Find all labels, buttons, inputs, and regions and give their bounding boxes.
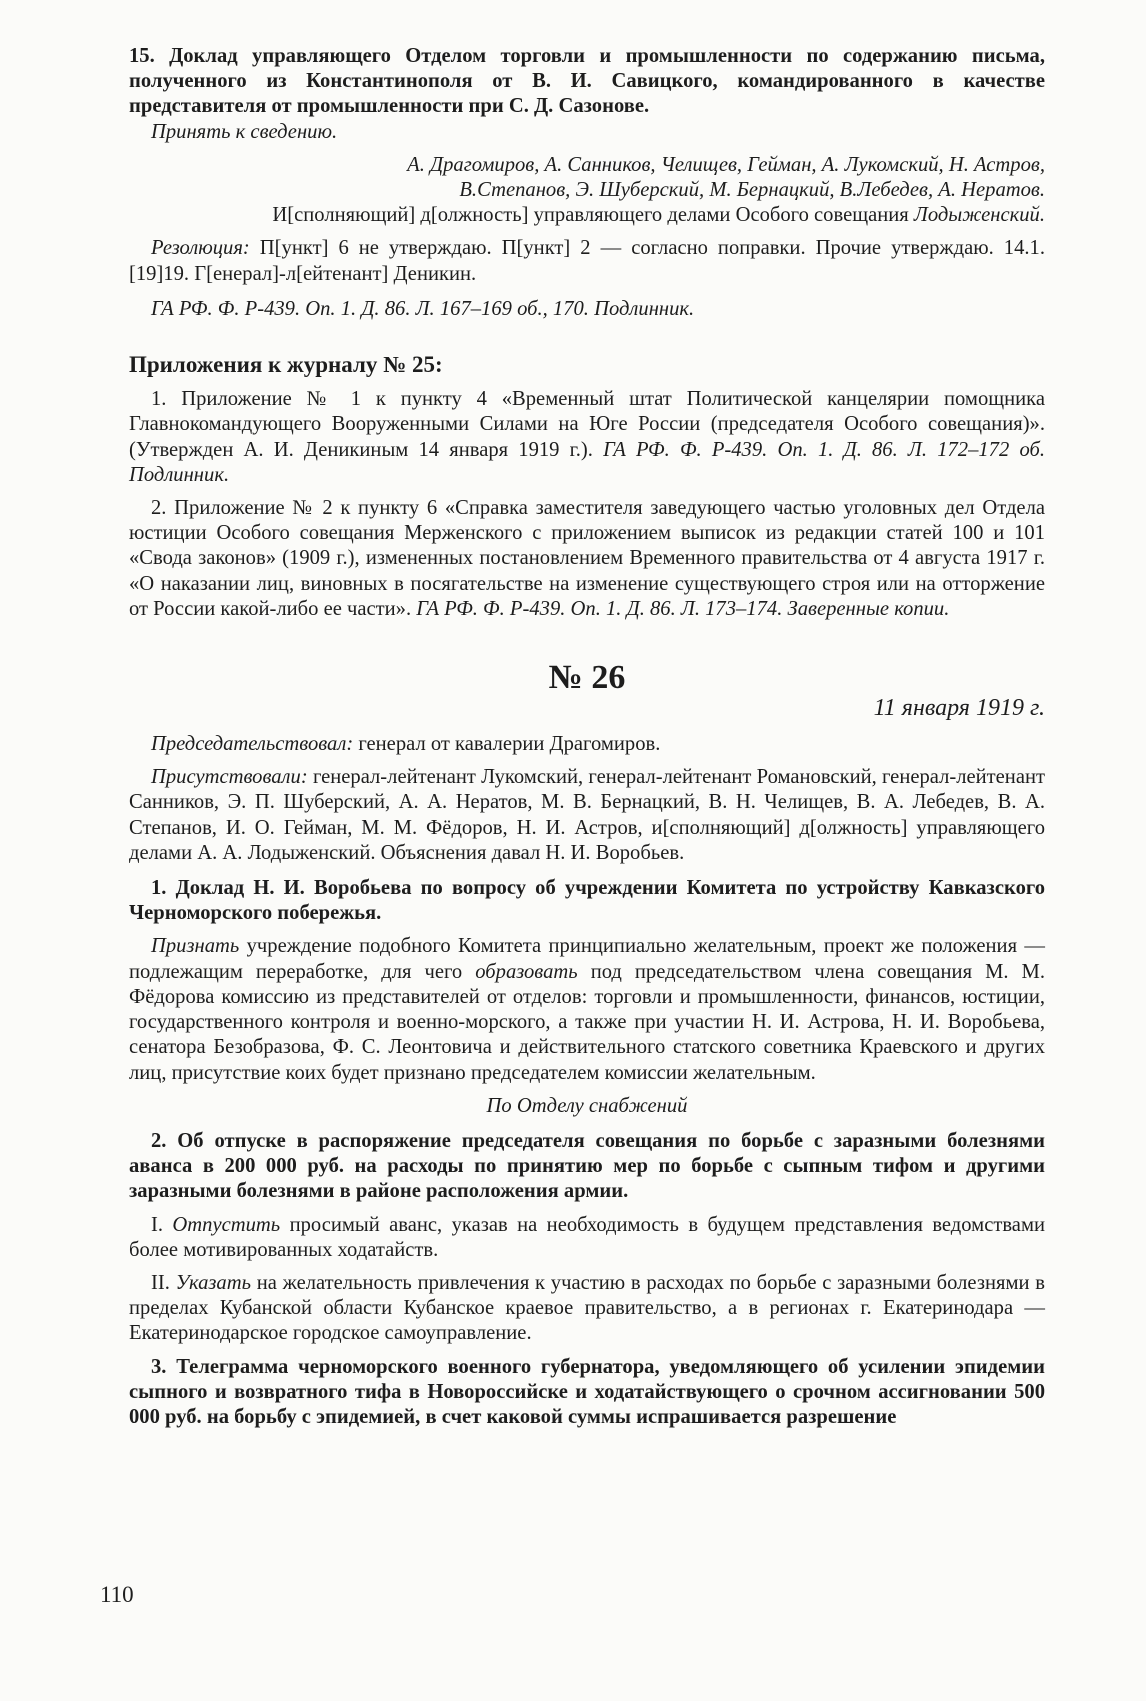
text-column [129,44,1045,1430]
item2-point-2-verb: Указать [175,1271,251,1294]
item2-point-2-text: на желательность привлечения к участию в расходах по борьбе с заразными болезнями в пределах Кубанской области Кубанское краевое правительство, а в регионах г. Екатеринодара — Екатеринодарское городское самоуправление. [129,1271,1045,1345]
item2-point-2-num: II. [151,1271,170,1294]
item1-verb-2: образовать [475,960,578,983]
journal-date: 11 января 1919 г. [873,695,1045,722]
chair-line [129,732,1045,757]
item1-verb-1: Признать [151,935,240,958]
appendix-2-text: 2. Приложение № 2 к пункту 6 «Справка заместителя заведующего частью уголовных дел Отдела юстиции Особого совещания Мерженского с приложением выписок из редакции статей 100 и 101 «Свода законов» (1909 г.), измененных постановлением Временного правительства от 4 августа 1917 г. «О наказании лиц, виновных в посягательстве на изменение существующего строя или на отторжение от России какой-либо ее части». [129,497,1045,620]
present-label: Присутствовали: [151,766,308,789]
chair-label: Председательствовал: [151,733,354,756]
present-text: генерал-лейтенант Лукомский, генерал-лейтенант Романовский, генерал-лейтенант Санников, Э. П. Шуберский, А. А. Нератов, М. В. Бернацкий, В. Н. Челищев, В. А. Лебедев, В. А. Степанов, И. О. Гейман, М. М. Фёдоров, Н. И. Астров, и[сполняющий] д[олжность] управляющего делами А. А. Лодыженский. Объяснения давал Н. И. Воробьев. [129,766,1045,864]
secretary-role: И[сполняющий] д[олжность] управляющего делами Особого совещания [272,204,909,227]
item2-point-1-num: I. [151,1213,164,1236]
section-heading: По Отделу снабжений [486,1094,688,1117]
chair-text: генерал от кавалерии Драгомиров. [358,733,661,756]
archive-reference: ГА РФ. Ф. Р-439. Оп. 1. Д. 86. Л. 167–169 об., 170. Подлинник. [151,297,695,320]
appendix-item-2 [129,496,1045,622]
item1-decision [129,934,1045,1085]
appendix-2-ref: ГА РФ. Ф. Р-439. Оп. 1. Д. 86. Л. 173–174. Заверенные копии. [416,597,950,620]
item1-text-2: под председательством члена совещания М. М. Фёдорова комиссию из представителей от отделов: торговли и промышленности, финансов, юстиции, государственного контроля и военно-морского, а также при участии Н. И. Астрова, Н. И. Воробьева, сенатора Безобразова, Ф. С. Леонтовича и действительного статского советника Краевского и других лиц, присутствие коих будет признано председателем комиссии желательным. [129,960,1046,1084]
appendix-1-text: 1. Приложение № 1 к пункту 4 «Временный штат Политической канцелярии помощника Главнокомандующего Вооруженными Силами на Юге России (председателя Особого совещания)». (Утвержден А. И. Деникиным 14 января 1919 г.). [129,388,1045,461]
present-line [129,765,1045,866]
signers-line-1: А. Драгомиров, А. Санников, Челищев, Гейман, А. Лукомский, Н. Астров, [407,153,1045,176]
resolution-text: П[ункт] 6 не утверждаю. П[ункт] 2 — согласно поправки. Прочие утверждаю. 14.1.[19]19. Г[енерал]-л[ейтенант] Деникин. [129,237,1045,285]
item1-text-1: учреждение подобного Комитета принципиально желательным, проект же положения — подлежащим переработке, для чего [129,935,1045,983]
item2-title: 2. Об отпуске в распоряжение председателя совещания по борьбе с заразными болезнями аванса в 200 000 руб. на расходы по принятию мер по борьбе с сыпным тифом и другими заразными болезнями в районе расположения армии. [129,1129,1045,1203]
secretary-line [129,203,1045,228]
item2-point-1 [129,1213,1045,1263]
item15-decision: Принять к сведению. [151,120,338,143]
page-number: 110 [100,1582,134,1607]
appendix-1-ref: ГА РФ. Ф. Р-439. Оп. 1. Д. 86. Л. 172–172 об. Подлинник. [129,438,1045,486]
item2-point-1-text: просимый аванс, указав на необходимость в будущем представления ведомствами более мотивированных ходатайств. [129,1213,1045,1261]
journal-number: № 26 [548,659,626,697]
item2-point-1-verb: Отпустить [172,1213,281,1236]
resolution [129,236,1045,286]
appendix-item-1 [129,387,1045,488]
resolution-label: Резолюция: [151,237,250,260]
item2-point-2 [129,1271,1045,1347]
appendix-heading: Приложения к журналу № 25: [129,352,443,378]
item3-title: 3. Телеграмма черноморского военного губернатора, уведомляющего об усилении эпидемии сыпного и возвратного тифа в Новороссийске и ходатайствующего о срочном ассигновании 500 000 руб. на борьбу с эпидемией, в счет каковой суммы испрашивается разрешение [129,1355,1045,1428]
secretary-name: Лодыженский. [913,204,1045,227]
item1-title: 1. Доклад Н. И. Воробьева по вопросу об учреждении Комитета по устройству Кавказского Черноморского побережья. [129,877,1045,925]
signers-line-2: В.Степанов, Э. Шуберский, М. Бернацкий, В.Лебедев, А. Нератов. [459,179,1045,202]
item15-title: 15. Доклад управляющего Отделом торговли и промышленности по содержанию письма, полученного из Константинополя от В. И. Савицкого, командированного в качестве представителя от промышленности при С. Д. Сазонове. [129,45,1045,118]
